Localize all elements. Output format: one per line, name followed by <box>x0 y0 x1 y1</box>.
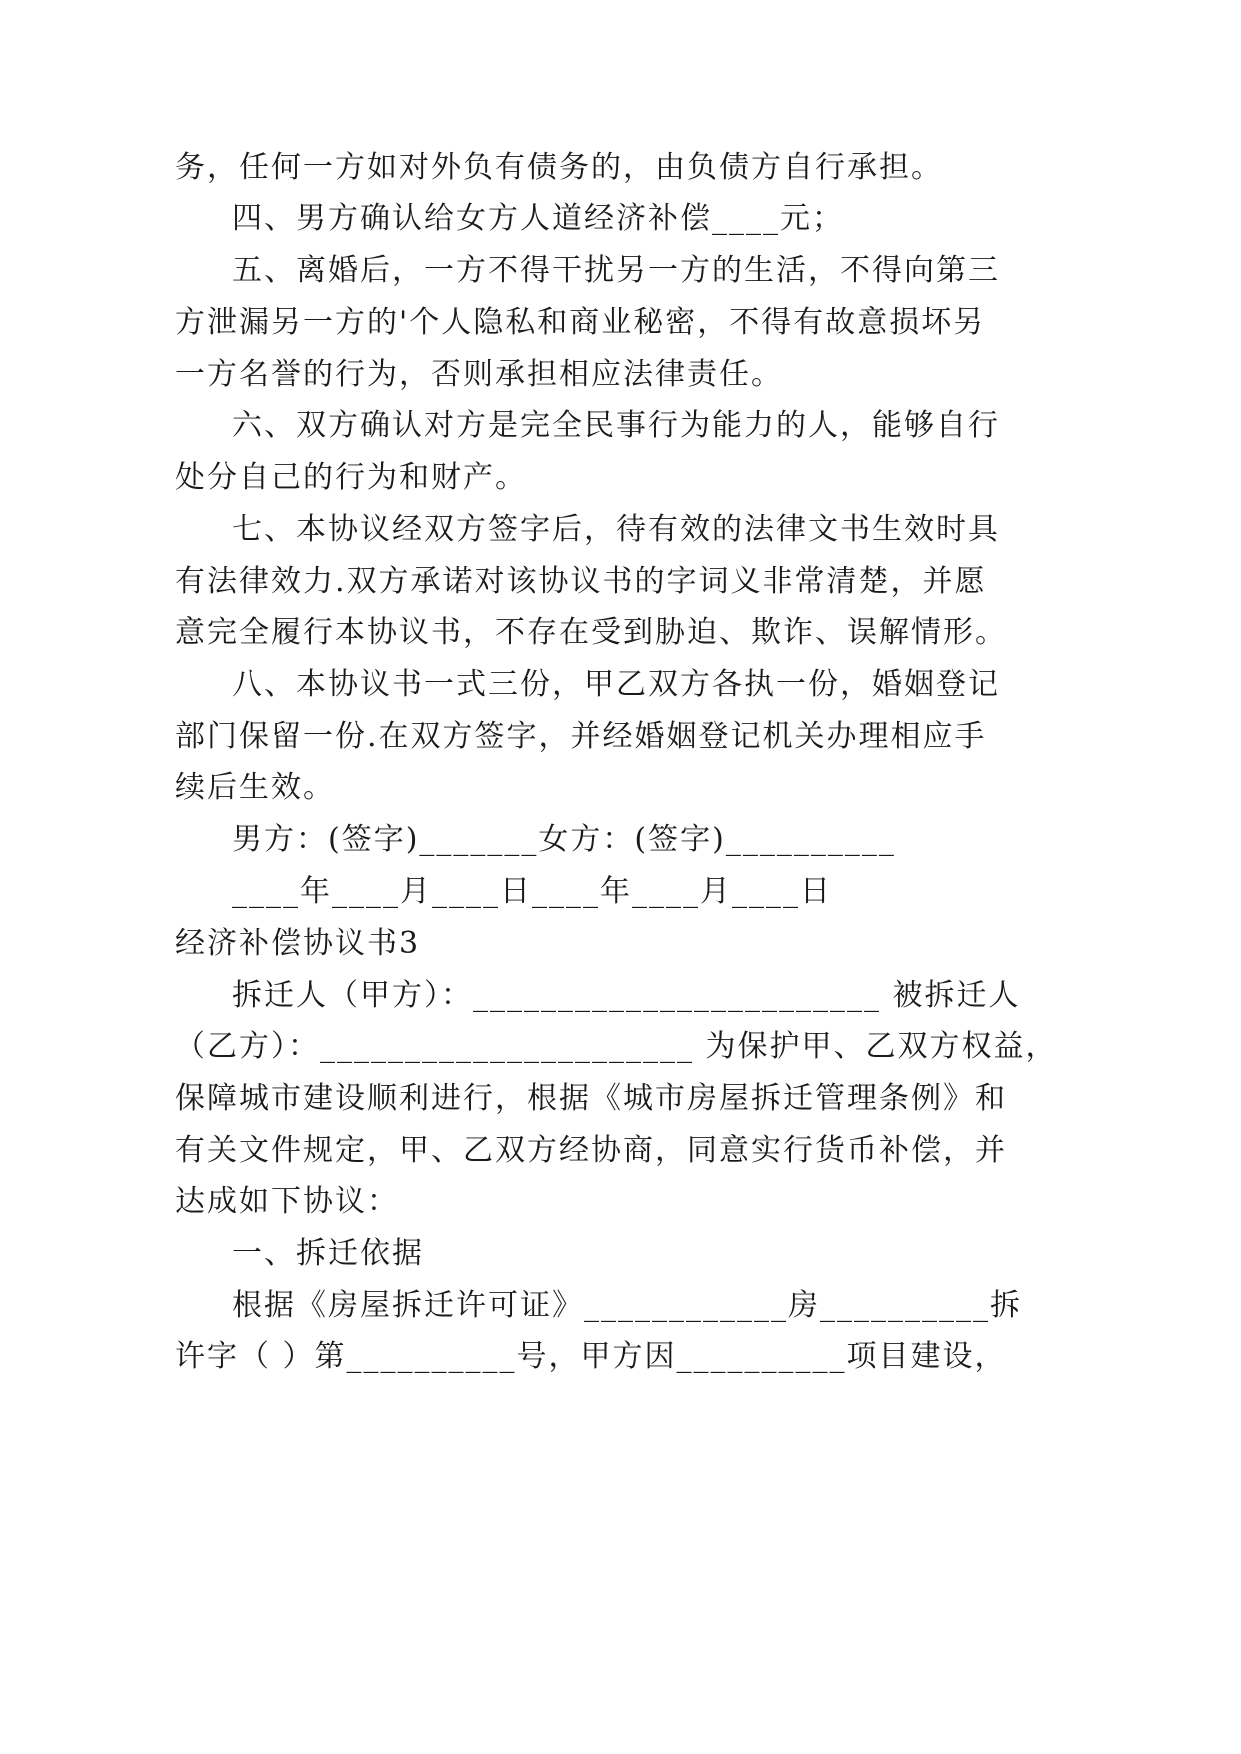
paragraph-line: 有关文件规定，甲、乙双方经协商，同意实行货币补偿，并 <box>175 1133 1007 1168</box>
paragraph-line: 意完全履行本协议书，不存在受到胁迫、欺诈、误解情形。 <box>175 615 1007 650</box>
paragraph-line: 达成如下协议： <box>175 1184 399 1219</box>
paragraph-line: 拆迁人（甲方）：________________________ 被拆迁人 <box>232 978 1021 1013</box>
paragraph-line: 一方名誉的行为，否则承担相应法律责任。 <box>175 357 783 392</box>
paragraph-line: 部门保留一份.在双方签字，并经婚姻登记机关办理相应手 <box>175 719 987 754</box>
section-heading: 经济补偿协议书3 <box>175 926 421 961</box>
paragraph-line: 四、男方确认给女方人道经济补偿____元； <box>232 201 844 236</box>
paragraph-line: 七、本协议经双方签字后，待有效的法律文书生效时具 <box>232 512 1000 547</box>
paragraph-line: 务，任何一方如对外负有债务的，由负债方自行承担。 <box>175 150 943 185</box>
paragraph-line: 根据《房屋拆迁许可证》____________房__________拆 <box>232 1288 1022 1323</box>
signature-line: 男方：(签字)_______女方：(签字)__________ <box>232 822 896 857</box>
paragraph-line: 保障城市建设顺利进行，根据《城市房屋拆迁管理条例》和 <box>175 1081 1007 1116</box>
paragraph-line: 许字（ ）第__________号，甲方因__________项目建设， <box>175 1339 1007 1374</box>
subsection-heading: 一、拆迁依据 <box>232 1236 424 1271</box>
paragraph-line: 有法律效力.双方承诺对该协议书的字词义非常清楚，并愿 <box>175 564 987 599</box>
paragraph-line: 八、本协议书一式三份，甲乙双方各执一份，婚姻登记 <box>232 667 1000 702</box>
paragraph-line: 六、双方确认对方是完全民事行为能力的人，能够自行 <box>232 408 1000 443</box>
paragraph-line: （乙方）：______________________ 为保护甲、乙双方权益， <box>175 1029 1058 1064</box>
date-line: ____年____月____日____年____月____日 <box>232 874 832 909</box>
paragraph-line: 五、离婚后，一方不得干扰另一方的生活，不得向第三 <box>232 253 1000 288</box>
paragraph-line: 处分自己的行为和财产。 <box>175 460 527 495</box>
paragraph-line: 续后生效。 <box>175 770 335 805</box>
paragraph-line: 方泄漏另一方的'个人隐私和商业秘密，不得有故意损坏另 <box>175 305 986 340</box>
